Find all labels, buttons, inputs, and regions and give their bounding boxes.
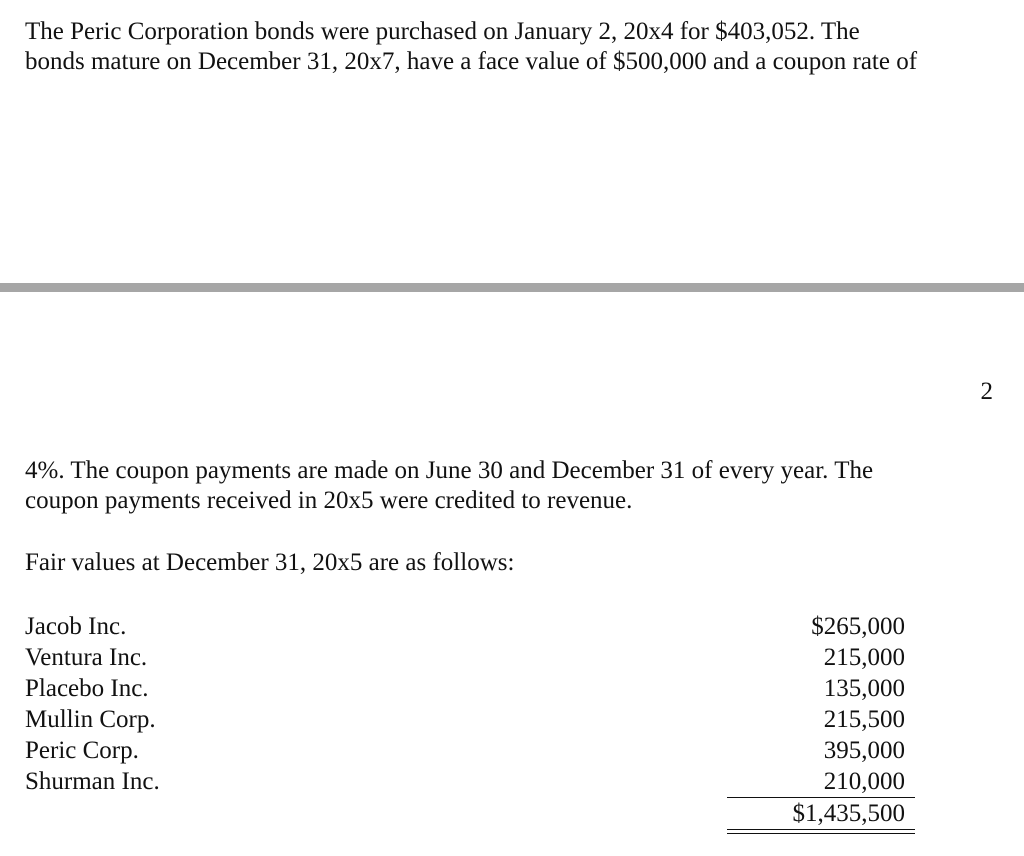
intro-line-1: The Peric Corporation bonds were purchased on January 2, 20x4 for $403,052. The (25, 18, 860, 45)
total-double-underline (727, 829, 915, 834)
total-row (25, 797, 905, 831)
table-row (25, 673, 905, 704)
fair-values-table (25, 611, 905, 831)
intro-paragraph (25, 17, 1005, 77)
company-name: Jacob Inc. (25, 613, 127, 640)
fair-value-amount: 135,000 (823, 675, 905, 702)
total-amount: $1,435,500 (792, 800, 905, 827)
continuation-line-1: 4%. The coupon payments are made on June 30 and December 31 of every year. The (25, 457, 874, 484)
fair-value-amount: 215,500 (823, 706, 905, 733)
table-row (25, 642, 905, 673)
table-row (25, 766, 905, 797)
page-break-divider (0, 283, 1024, 292)
fair-value-amount: $265,000 (811, 613, 905, 640)
fair-value-amount: 215,000 (823, 644, 905, 671)
table-row (25, 611, 905, 642)
table-row (25, 704, 905, 735)
continuation-line-2: coupon payments received in 20x5 were credited to revenue. (25, 487, 633, 514)
table-row (25, 735, 905, 766)
company-name: Mullin Corp. (25, 706, 156, 733)
fair-value-amount: 395,000 (823, 737, 905, 764)
fair-values-heading: Fair values at December 31, 20x5 are as follows: (25, 549, 515, 576)
continuation-paragraph (25, 456, 1005, 516)
company-name: Ventura Inc. (25, 644, 148, 671)
company-name: Placebo Inc. (25, 675, 149, 702)
page-number: 2 (980, 378, 993, 405)
company-name: Peric Corp. (25, 737, 139, 764)
company-name: Shurman Inc. (25, 768, 160, 795)
intro-line-2: bonds mature on December 31, 20x7, have a face value of $500,000 and a coupon rate of (25, 48, 918, 75)
fair-value-amount: 210,000 (823, 768, 905, 795)
